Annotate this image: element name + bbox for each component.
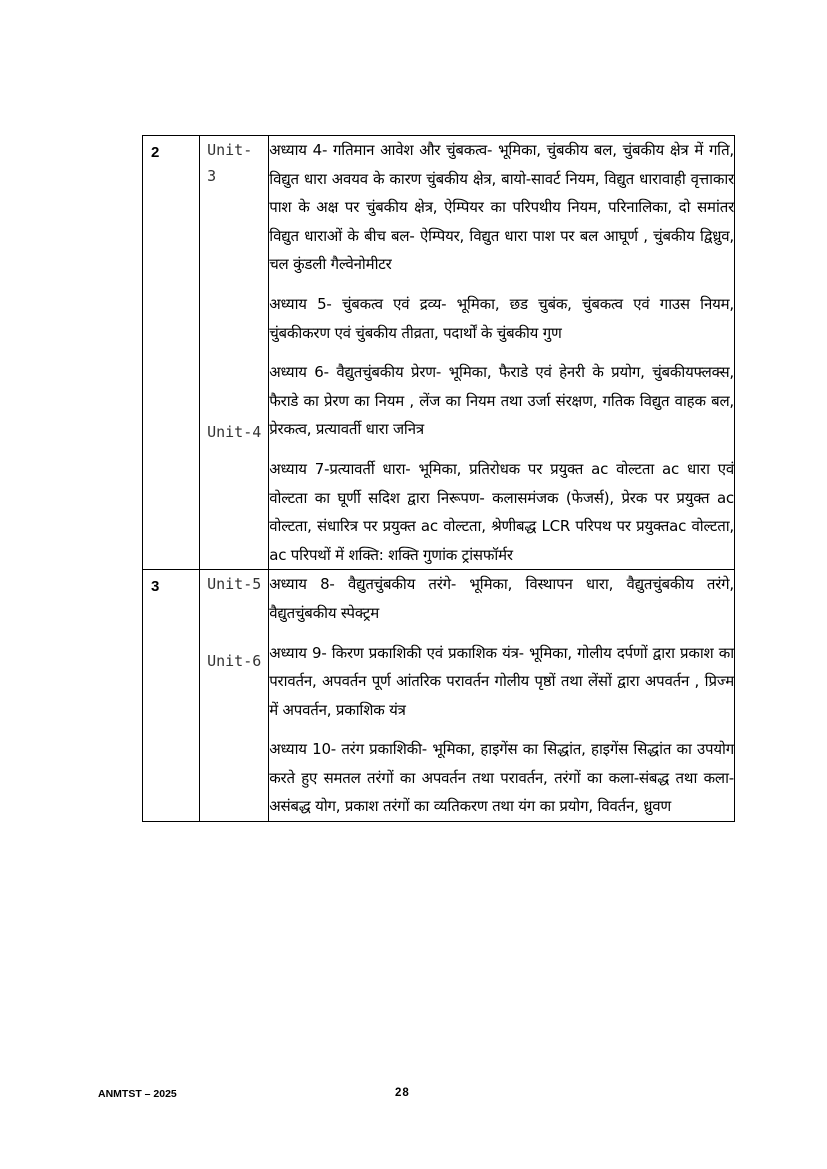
unit-label: Unit-4 (207, 423, 262, 441)
footer-exam-label: ANMTST – 2025 (98, 1088, 177, 1100)
page-number: 28 (395, 1087, 410, 1099)
unit-label: Unit- 3 (207, 141, 253, 185)
table-row (143, 570, 735, 822)
chapter-paragraph: अध्याय 9- किरण प्रकाशिकी एवं प्रकाशिक यंत्र- भूमिका, गोलीय दर्पणों द्वारा प्रकाश का परावर्तन, अपवर्तन पूर्ण आंतरिक परावर्तन गोलीय पृष्ठों तथा लेंसों द्वारा अपवर्तन , प्रिज्म में अपवर्तन, प्रकाशिक यंत्र (269, 643, 734, 719)
syllabus-table (142, 135, 735, 822)
chapter-paragraph: अध्याय 10- तरंग प्रकाशिकी- भूमिका, हाइगेंस का सिद्धांत, हाइगेंस सिद्धांत का उपयोग करते हुए समतल तरंगों का अपवर्तन तथा परावर्तन, तरंगों का कला-संबद्ध तथा कला- असंबद्ध योग, प्रकाश तरंगों का व्यतिकरण तथा यंग का प्रयोग, विवर्तन, ध्रुवण (269, 740, 734, 816)
unit-cell (200, 136, 269, 570)
unit-cell (200, 570, 269, 822)
unit-label: Unit-5 (207, 575, 262, 594)
chapter-paragraph: अध्याय 7-प्रत्यावर्ती धारा- भूमिका, प्रतिरोधक पर प्रयुक्त ac वोल्टता ac धारा एवं वोल्टता का घूर्णी सदिश द्वारा निरूपण- कलासमंजक (फेजर्स), प्रेरक पर प्रयुक्त ac वोल्टता, संधारित्र पर प्रयुक्त ac वोल्टता, श्रेणीबद्ध LCR परिपथ पर प्रयुक्तac वोल्टता, ac परिपथों में शक्ति: शक्ति गुणांक ट्रांसफॉर्मर (269, 459, 734, 564)
chapter-paragraph: अध्याय 4- गतिमान आवेश और चुंबकत्व- भूमिका, चुंबकीय बल, चुंबकीय क्षेत्र में गति, विद्युत धारा अवयव के कारण चुंबकीय क्षेत्र, बायो-सावर्ट नियम, विद्युत धारावाही वृत्ताकार पाश के अक्ष पर चुंबकीय क्षेत्र, ऐम्पियर का परिपथीय नियम, परिनालिका, दो समांतर विद्युत धाराओं के बीच बल- ऐम्पियर, विद्युत धारा पाश पर बल आघूर्ण , चुंबकीय द्विध्रुव, चल कुंडली गैल्वेनोमीटर (269, 141, 734, 274)
chapter-paragraph: अध्याय 6- वैद्युतचुंबकीय प्रेरण- भूमिका, फैराडे एवं हेनरी के प्रयोग, चुंबकीयफ्लक्स, फैराडे का प्रेरण का नियम , लेंज का नियम तथा उर्जा संरक्षण, गतिक विद्युत वाहक बल, प्रेरकत्व, प्रत्यावर्ती धारा जनित्र (269, 363, 734, 439)
serial-number-cell (143, 136, 200, 570)
unit-label: Unit-6 (207, 652, 262, 671)
serial-number: 3 (151, 578, 160, 596)
table-row (143, 136, 735, 570)
chapter-content-cell (269, 136, 735, 570)
serial-number: 2 (151, 144, 160, 161)
chapter-paragraph: अध्याय 5- चुंबकत्व एवं द्रव्य- भूमिका, छड चुबंक, चुंबकत्व एवं गाउस नियम, चुंबकीकरण एवं चुंबकीय तीव्रता, पदार्थों के चुंबकीय गुण (269, 294, 734, 342)
chapter-paragraph: अध्याय 8- वैद्युतचुंबकीय तरंगे- भूमिका, विस्थापन धारा, वैद्युतचुंबकीय तरंगे, वैद्युतचुंबकीय स्पेक्ट्रम (269, 575, 734, 622)
serial-number-cell (143, 570, 200, 822)
chapter-content-cell (269, 570, 735, 822)
